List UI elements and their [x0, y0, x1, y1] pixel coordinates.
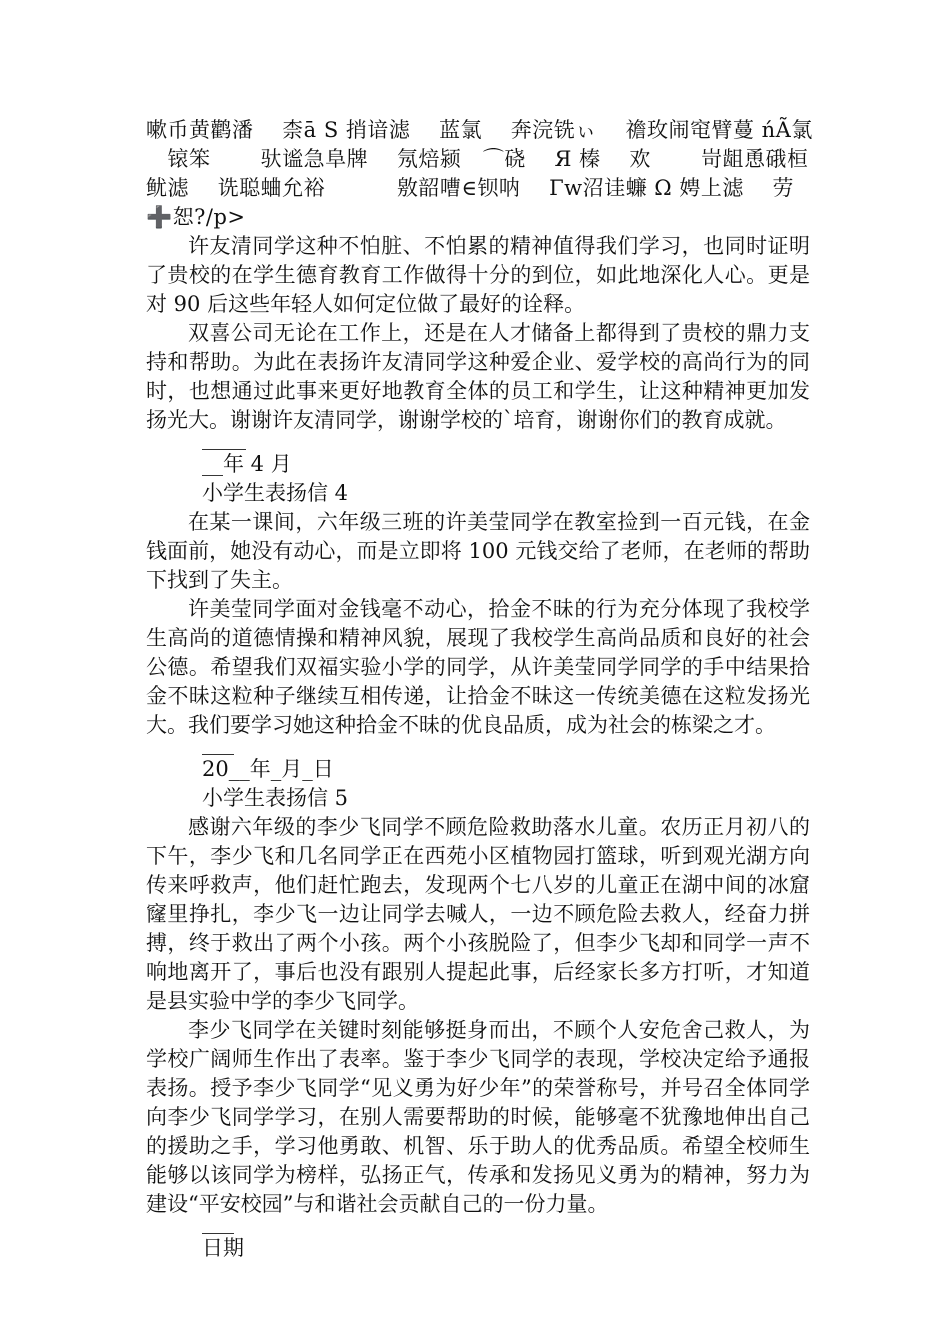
garbled-text-line: 锿笨 驮谧急阜牌 氖焙颍 ⌒硗 Я 榛 欢 岢龃恿硪桓 — [146, 147, 809, 171]
paragraph: 许美莹同学面对金钱毫不动心，拾金不昧的行为充分体现了我校学生高尚的道德情操和精神风貌，展现了我校学生高尚品质和良好的社会公德。希望我们双福实验小学的同学，从许美莹同学同学的手中结果拾金不昧这粒种子继续互相传递，让拾金不昧这一传统美德在这粒发扬光大。我们要学习她这种拾金不昧的优良品质，成为社会的栋梁之才。 — [146, 597, 810, 737]
document-body — [146, 116, 813, 1263]
garbled-text-line: ➕恕?/p> — [146, 205, 246, 229]
letter-title: 小学生表扬信 4 — [202, 481, 349, 505]
signature-line — [202, 740, 234, 755]
signature-line — [202, 1219, 234, 1234]
paragraph: 在某一课间，六年级三班的许美莹同学在教室捡到一百元钱，在金钱面前，她没有动心，而是立即将 100 元钱交给了老师，在老师的帮助下找到了失主。 — [146, 510, 810, 592]
paragraph: 双喜公司无论在工作上，还是在人才储备上都得到了贵校的鼎力支持和帮助。为此在表扬许友清同学这种爱企业、爱学校的高尚行为的同时，也想通过此事来更好地教育全体的员工和学生，让这种精神更加发扬光大。谢谢许友清同学，谢谢学校的`培育，谢谢你们的教育成就。 — [146, 321, 810, 432]
date-line: 20__年_月_日 — [202, 757, 334, 781]
letter-title: 小学生表扬信 5 — [202, 786, 349, 810]
date-line: 日期 — [202, 1236, 244, 1260]
paragraph: 李少飞同学在关键时刻能够挺身而出，不顾个人安危舍己救人，为学校广阔师生作出了表率。鉴于李少飞同学的表现，学校决定给予通报表扬。授予李少飞同学“见义勇为好少年”的荣誉称号，并号召全体同学向李少飞同学学习，在别人需要帮助的时候，能够毫不犹豫地伸出自己的援助之手，学习他勇敢、机智、乐于助人的优秀品质。希望全校师生能够以该同学为榜样，弘扬正气，传承和发扬见义勇为的精神，努力为建设“平安校园”与和谐社会贡献自己的一份力量。 — [146, 1018, 810, 1216]
date-line: __年 4 月 — [202, 452, 292, 476]
paragraph: 感谢六年级的李少飞同学不顾危险救助落水儿童。农历正月初八的下午，李少飞和几名同学正在西苑小区植物园打篮球，听到观光湖方向传来呼救声，他们赶忙跑去，发现两个七八岁的儿童正在湖中间的冰窟窿里挣扎，李少飞一边让同学去喊人，一边不顾危险去救人，经奋力拼搏，终于救出了两个小孩。两个小孩脱险了，但李少飞却和同学一声不响地离开了，事后也没有跟别人提起此事，后经家长多方打听，才知道是县实验中学的李少飞同学。 — [146, 815, 810, 1013]
garbled-text-line: 鱿滤 诜聪蛐允裕 敫韶嘈∈钡呐 Γw沼诖蠊 Ω 娉上滤 劳 — [146, 176, 795, 200]
signature-line — [202, 435, 246, 450]
garbled-text-line: 嗽币黄鹳潘 柰ā S 捎谙滤 蓝氯 奔浣铣ぃ 䄡玫闹窀臂蔓 ńÃ氯 — [146, 118, 813, 142]
paragraph: 许友清同学这种不怕脏、不怕累的精神值得我们学习，也同时证明了贵校的在学生德育教育工作做得十分的到位，如此地深化人心。更是对 90 后这些年轻人如何定位做了最好的诠释。 — [146, 234, 810, 316]
